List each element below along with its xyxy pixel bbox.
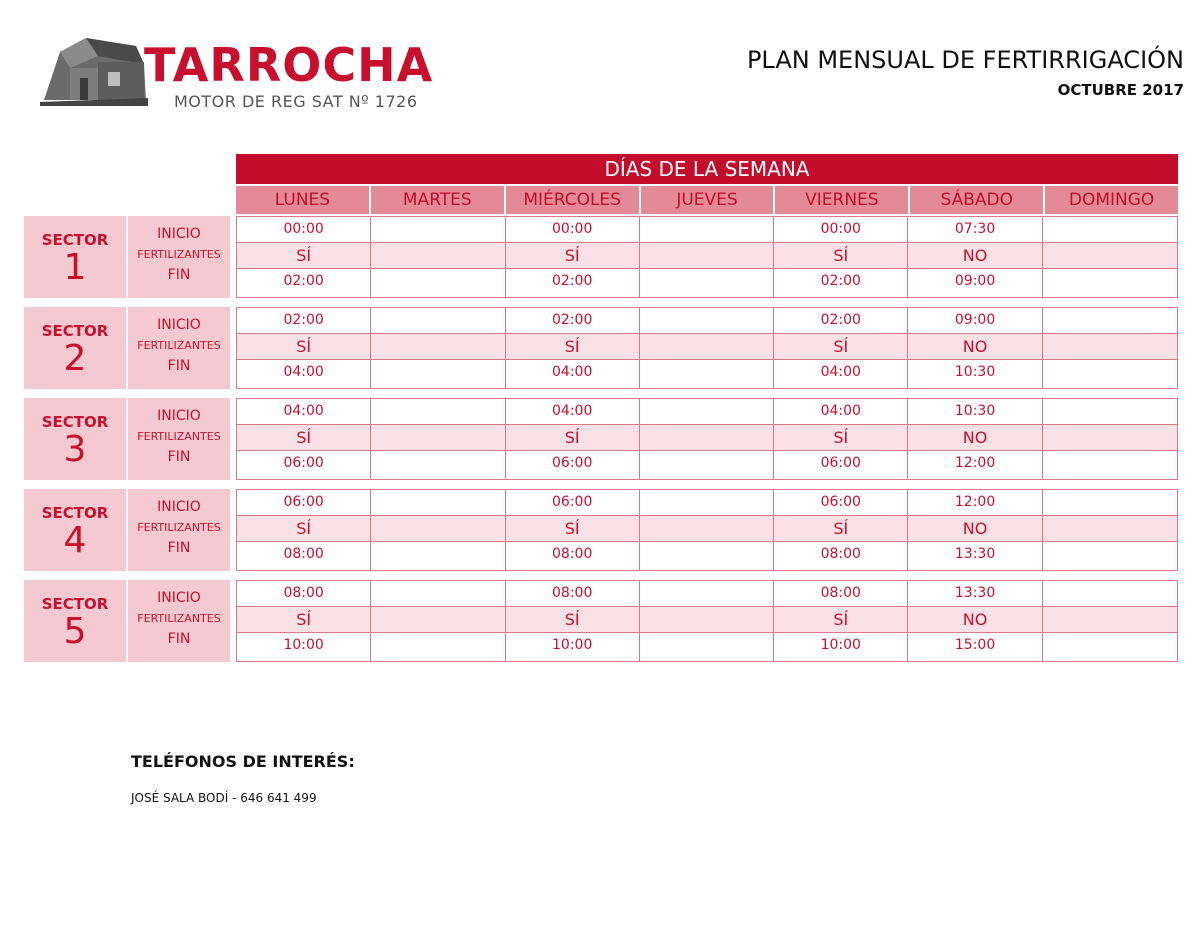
row-label-start: INICIO (157, 226, 201, 242)
sector-start-cell (1043, 217, 1177, 243)
sector-end-cell (371, 633, 505, 661)
sector-block (24, 580, 1178, 662)
phones-title: TELÉFONOS DE INTERÉS: (131, 752, 355, 771)
sector-end-cell (371, 542, 505, 570)
sector-start-cell (640, 308, 774, 334)
sector-end-cell: 02:00 (774, 269, 908, 297)
sector-start-cell (371, 399, 505, 425)
sector-fert-cell (371, 425, 505, 451)
sector-start-cell: 06:00 (774, 490, 908, 516)
brand-logo (40, 34, 434, 114)
row-label-fertilizers: FERTILIZANTES (137, 612, 221, 625)
day-header-thursday: JUEVES (641, 186, 774, 214)
row-labels (128, 580, 230, 662)
sector-end-cell: 10:00 (237, 633, 371, 661)
sector-block (24, 307, 1178, 389)
row-label-fertilizers: FERTILIZANTES (137, 339, 221, 352)
sector-fert-cell (640, 425, 774, 451)
sector-fert-cell: SÍ (506, 334, 640, 360)
sector-fert-cell: SÍ (237, 607, 371, 633)
row-labels (128, 398, 230, 480)
sector-start-cell (640, 399, 774, 425)
sector-end-cell (1043, 542, 1177, 570)
sector-fert-cell (1043, 516, 1177, 542)
sector-start-cell (371, 308, 505, 334)
sector-title (24, 307, 126, 389)
sector-fert-cell: SÍ (774, 243, 908, 269)
sector-title (24, 398, 126, 480)
sector-start-cell: 00:00 (774, 217, 908, 243)
sector-fert-cell: SÍ (774, 607, 908, 633)
sector-word: SECTOR (41, 504, 109, 522)
sector-end-cell: 08:00 (774, 542, 908, 570)
sector-fert-cell: NO (908, 607, 1042, 633)
schedule-grid (236, 307, 1178, 389)
sector-fert-cell: SÍ (506, 607, 640, 633)
sector-end-cell: 06:00 (506, 451, 640, 479)
row-label-end: FIN (167, 267, 191, 283)
brand-name: TARROCHA (144, 38, 434, 92)
sector-fert-cell: SÍ (237, 516, 371, 542)
sector-end-cell (371, 269, 505, 297)
sector-start-cell: 07:30 (908, 217, 1042, 243)
sector-block (24, 398, 1178, 480)
row-label-fertilizers: FERTILIZANTES (137, 521, 221, 534)
schedule-grid (236, 398, 1178, 480)
sector-fert-cell (1043, 243, 1177, 269)
sector-end-cell: 08:00 (506, 542, 640, 570)
sector-start-cell: 08:00 (774, 581, 908, 607)
day-header-friday: VIERNES (775, 186, 908, 214)
sector-start-cell: 02:00 (774, 308, 908, 334)
sector-fert-cell: SÍ (774, 334, 908, 360)
sector-start-cell: 02:00 (506, 308, 640, 334)
sector-end-cell: 04:00 (506, 360, 640, 388)
brand-subtitle: MOTOR DE REG SAT Nº 1726 (174, 92, 418, 111)
sector-fert-cell: NO (908, 243, 1042, 269)
sector-start-cell (1043, 308, 1177, 334)
sector-end-cell (640, 542, 774, 570)
sector-start-cell (1043, 399, 1177, 425)
day-header-sunday: DOMINGO (1045, 186, 1178, 214)
sector-start-cell (371, 581, 505, 607)
sector-end-cell (640, 451, 774, 479)
sector-start-cell: 06:00 (506, 490, 640, 516)
sector-end-cell: 13:30 (908, 542, 1042, 570)
sector-start-cell: 00:00 (506, 217, 640, 243)
sector-start-cell (640, 490, 774, 516)
sector-number: 2 (63, 338, 87, 379)
sector-fert-cell (1043, 425, 1177, 451)
sector-start-cell: 12:00 (908, 490, 1042, 516)
sector-start-cell: 10:30 (908, 399, 1042, 425)
sector-start-cell: 08:00 (237, 581, 371, 607)
sector-title (24, 216, 126, 298)
sector-end-cell: 02:00 (506, 269, 640, 297)
sector-end-cell (371, 451, 505, 479)
sector-start-cell: 02:00 (237, 308, 371, 334)
sector-fert-cell: SÍ (237, 425, 371, 451)
row-label-end: FIN (167, 631, 191, 647)
schedule-grid (236, 489, 1178, 571)
sector-fert-cell: SÍ (506, 425, 640, 451)
sector-start-cell (371, 217, 505, 243)
sector-block (24, 489, 1178, 571)
sector-fert-cell (371, 516, 505, 542)
sector-end-cell (640, 633, 774, 661)
sector-word: SECTOR (41, 231, 109, 249)
sector-end-cell: 10:30 (908, 360, 1042, 388)
row-label-start: INICIO (157, 590, 201, 606)
sector-end-cell: 12:00 (908, 451, 1042, 479)
sector-number: 4 (63, 520, 87, 561)
sector-start-cell: 00:00 (237, 217, 371, 243)
row-label-end: FIN (167, 358, 191, 374)
days-banner: DÍAS DE LA SEMANA (236, 154, 1178, 184)
row-label-end: FIN (167, 540, 191, 556)
sector-fert-cell (371, 607, 505, 633)
row-label-start: INICIO (157, 317, 201, 333)
sector-fert-cell (1043, 607, 1177, 633)
sector-fert-cell: NO (908, 334, 1042, 360)
sector-end-cell: 09:00 (908, 269, 1042, 297)
sector-fert-cell: SÍ (506, 516, 640, 542)
sector-fert-cell (371, 334, 505, 360)
sector-start-cell: 08:00 (506, 581, 640, 607)
sector-start-cell: 04:00 (506, 399, 640, 425)
sector-fert-cell: NO (908, 425, 1042, 451)
row-labels (128, 216, 230, 298)
sector-number: 1 (63, 247, 87, 288)
sector-fert-cell (1043, 334, 1177, 360)
sector-word: SECTOR (41, 322, 109, 340)
day-header-tuesday: MARTES (371, 186, 504, 214)
sector-end-cell (1043, 360, 1177, 388)
sector-fert-cell (640, 334, 774, 360)
sector-end-cell: 06:00 (774, 451, 908, 479)
row-labels (128, 489, 230, 571)
sector-end-cell (1043, 269, 1177, 297)
sector-fert-cell: SÍ (506, 243, 640, 269)
sector-start-cell (1043, 490, 1177, 516)
sector-title (24, 489, 126, 571)
sector-number: 5 (63, 611, 87, 652)
sector-fert-cell (640, 516, 774, 542)
sector-start-cell (1043, 581, 1177, 607)
sector-fert-cell (640, 243, 774, 269)
sector-fert-cell: NO (908, 516, 1042, 542)
sector-end-cell (1043, 633, 1177, 661)
sector-start-cell: 04:00 (237, 399, 371, 425)
sector-start-cell: 04:00 (774, 399, 908, 425)
row-label-start: INICIO (157, 408, 201, 424)
sector-block (24, 216, 1178, 298)
sector-end-cell: 10:00 (506, 633, 640, 661)
sector-end-cell (371, 360, 505, 388)
sector-end-cell: 10:00 (774, 633, 908, 661)
row-label-start: INICIO (157, 499, 201, 515)
sector-fert-cell: SÍ (774, 425, 908, 451)
schedule-grid (236, 580, 1178, 662)
row-label-fertilizers: FERTILIZANTES (137, 430, 221, 443)
sector-fert-cell: SÍ (774, 516, 908, 542)
phone-contact: JOSÉ SALA BODÍ - 646 641 499 (131, 791, 317, 805)
document-month: OCTUBRE 2017 (1057, 81, 1184, 99)
sector-fert-cell (371, 243, 505, 269)
row-label-fertilizers: FERTILIZANTES (137, 248, 221, 261)
sector-start-cell (640, 217, 774, 243)
sector-start-cell: 09:00 (908, 308, 1042, 334)
sector-start-cell (371, 490, 505, 516)
day-header-row (236, 186, 1178, 214)
sector-end-cell (640, 269, 774, 297)
sector-end-cell: 15:00 (908, 633, 1042, 661)
day-header-wednesday: MIÉRCOLES (506, 186, 639, 214)
sector-end-cell: 06:00 (237, 451, 371, 479)
sector-start-cell: 06:00 (237, 490, 371, 516)
sector-fert-cell: SÍ (237, 334, 371, 360)
sector-end-cell: 08:00 (237, 542, 371, 570)
row-label-end: FIN (167, 449, 191, 465)
row-labels (128, 307, 230, 389)
sector-fert-cell (640, 607, 774, 633)
sector-fert-cell: SÍ (237, 243, 371, 269)
sector-end-cell: 04:00 (237, 360, 371, 388)
day-header-monday: LUNES (236, 186, 369, 214)
sector-number: 3 (63, 429, 87, 470)
schedule-grid (236, 216, 1178, 298)
document-title: PLAN MENSUAL DE FERTIRRIGACIÓN (746, 46, 1184, 74)
sector-end-cell (1043, 451, 1177, 479)
sector-title (24, 580, 126, 662)
stone-house-icon (40, 34, 150, 106)
sector-start-cell (640, 581, 774, 607)
sector-end-cell: 02:00 (237, 269, 371, 297)
sector-end-cell (640, 360, 774, 388)
sector-end-cell: 04:00 (774, 360, 908, 388)
day-header-saturday: SÁBADO (910, 186, 1043, 214)
sector-start-cell: 13:30 (908, 581, 1042, 607)
sector-word: SECTOR (41, 595, 109, 613)
sector-word: SECTOR (41, 413, 109, 431)
